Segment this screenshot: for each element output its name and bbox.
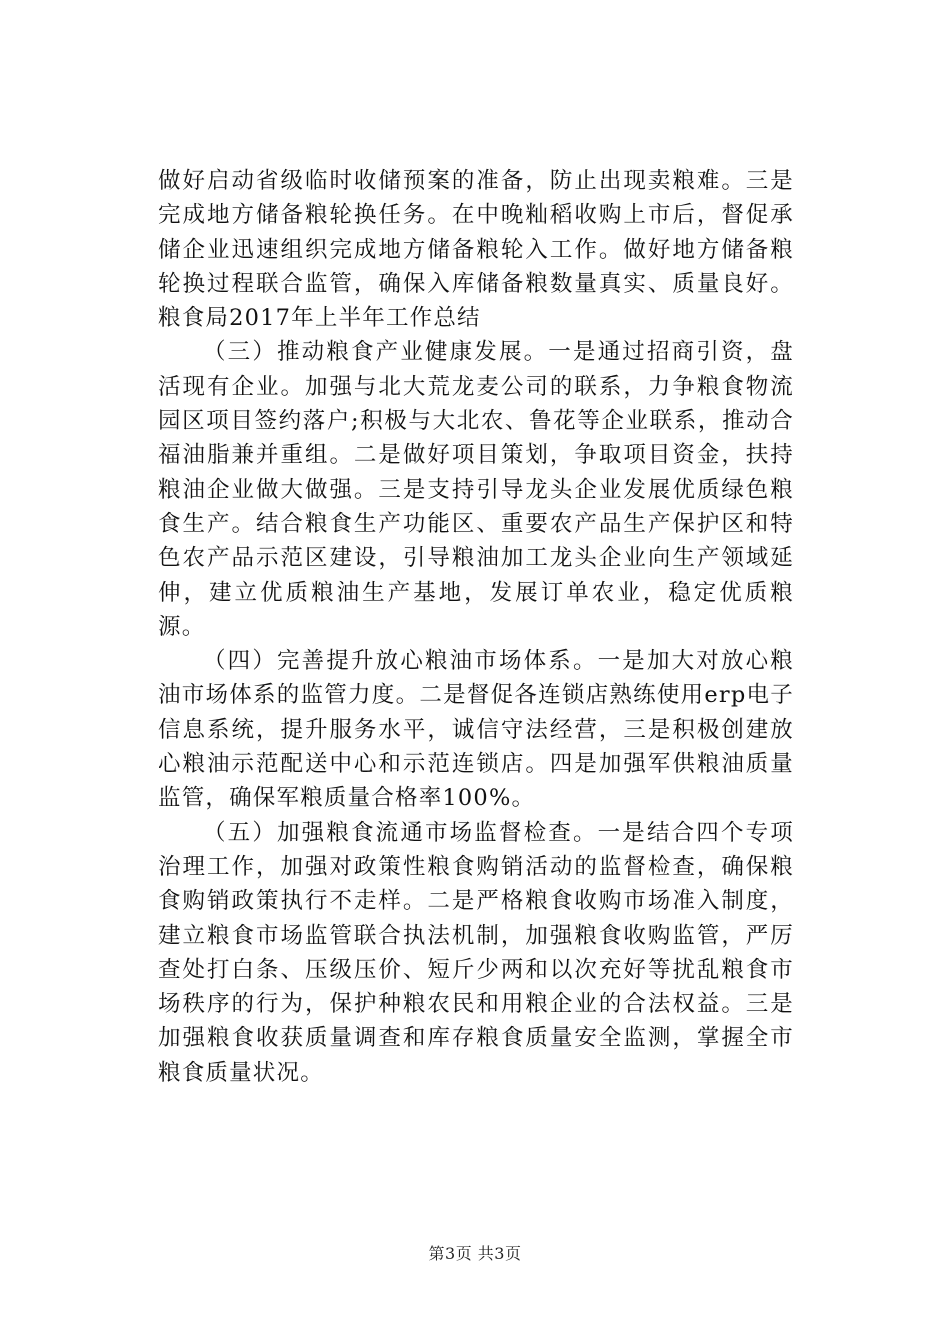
paragraph-section-four: （四）完善提升放心粮油市场体系。一是加大对放心粮油市场体系的监管力度。二是督促各连锁店熟练使用erp电子信息系统，提升服务水平，诚信守法经营，三是积极创建放心粮油示范配送中心和示范连锁店。四是加强军供粮油质量监管，确保军粮质量合格率100%。 <box>158 648 794 812</box>
paragraph-continuation: 做好启动省级临时收储预案的准备，防止出现卖粮难。三是完成地方储备粮轮换任务。在中晚籼稻收购上市后，督促承储企业迅速组织完成地方储备粮轮入工作。做好地方储备粮轮换过程联合监管，确保入库储备粮数量真实、质量良好。粮食局2017年上半年工作总结 <box>158 168 794 332</box>
page-number-footer: 第3页 共3页 <box>428 1244 522 1263</box>
paragraph-section-five: （五）加强粮食流通市场监督检查。一是结合四个专项治理工作，加强对政策性粮食购销活动的监督检查，确保粮食购销政策执行不走样。二是严格粮食收购市场准入制度，建立粮食市场监管联合执法机制，加强粮食收购监管，严厉查处打白条、压级压价、短斤少两和以次充好等扰乱粮食市场秩序的行为，保护种粮农民和用粮企业的合法权益。三是加强粮食收获质量调查和库存粮食质量安全监测，掌握全市粮食质量状况。 <box>158 819 794 1086</box>
document-body <box>158 164 794 1090</box>
paragraph-section-three: （三）推动粮食产业健康发展。一是通过招商引资，盘活现有企业。加强与北大荒龙麦公司的联系，力争粮食物流园区项目签约落户;积极与大北农、鲁花等企业联系，推动合福油脂兼并重组。二是做好项目策划，争取项目资金，扶持粮油企业做大做强。三是支持引导龙头企业发展优质绿色粮食生产。结合粮食生产功能区、重要农产品生产保护区和特色农产品示范区建设，引导粮油加工龙头企业向生产领域延伸，建立优质粮油生产基地，发展订单农业，稳定优质粮源。 <box>158 339 794 640</box>
